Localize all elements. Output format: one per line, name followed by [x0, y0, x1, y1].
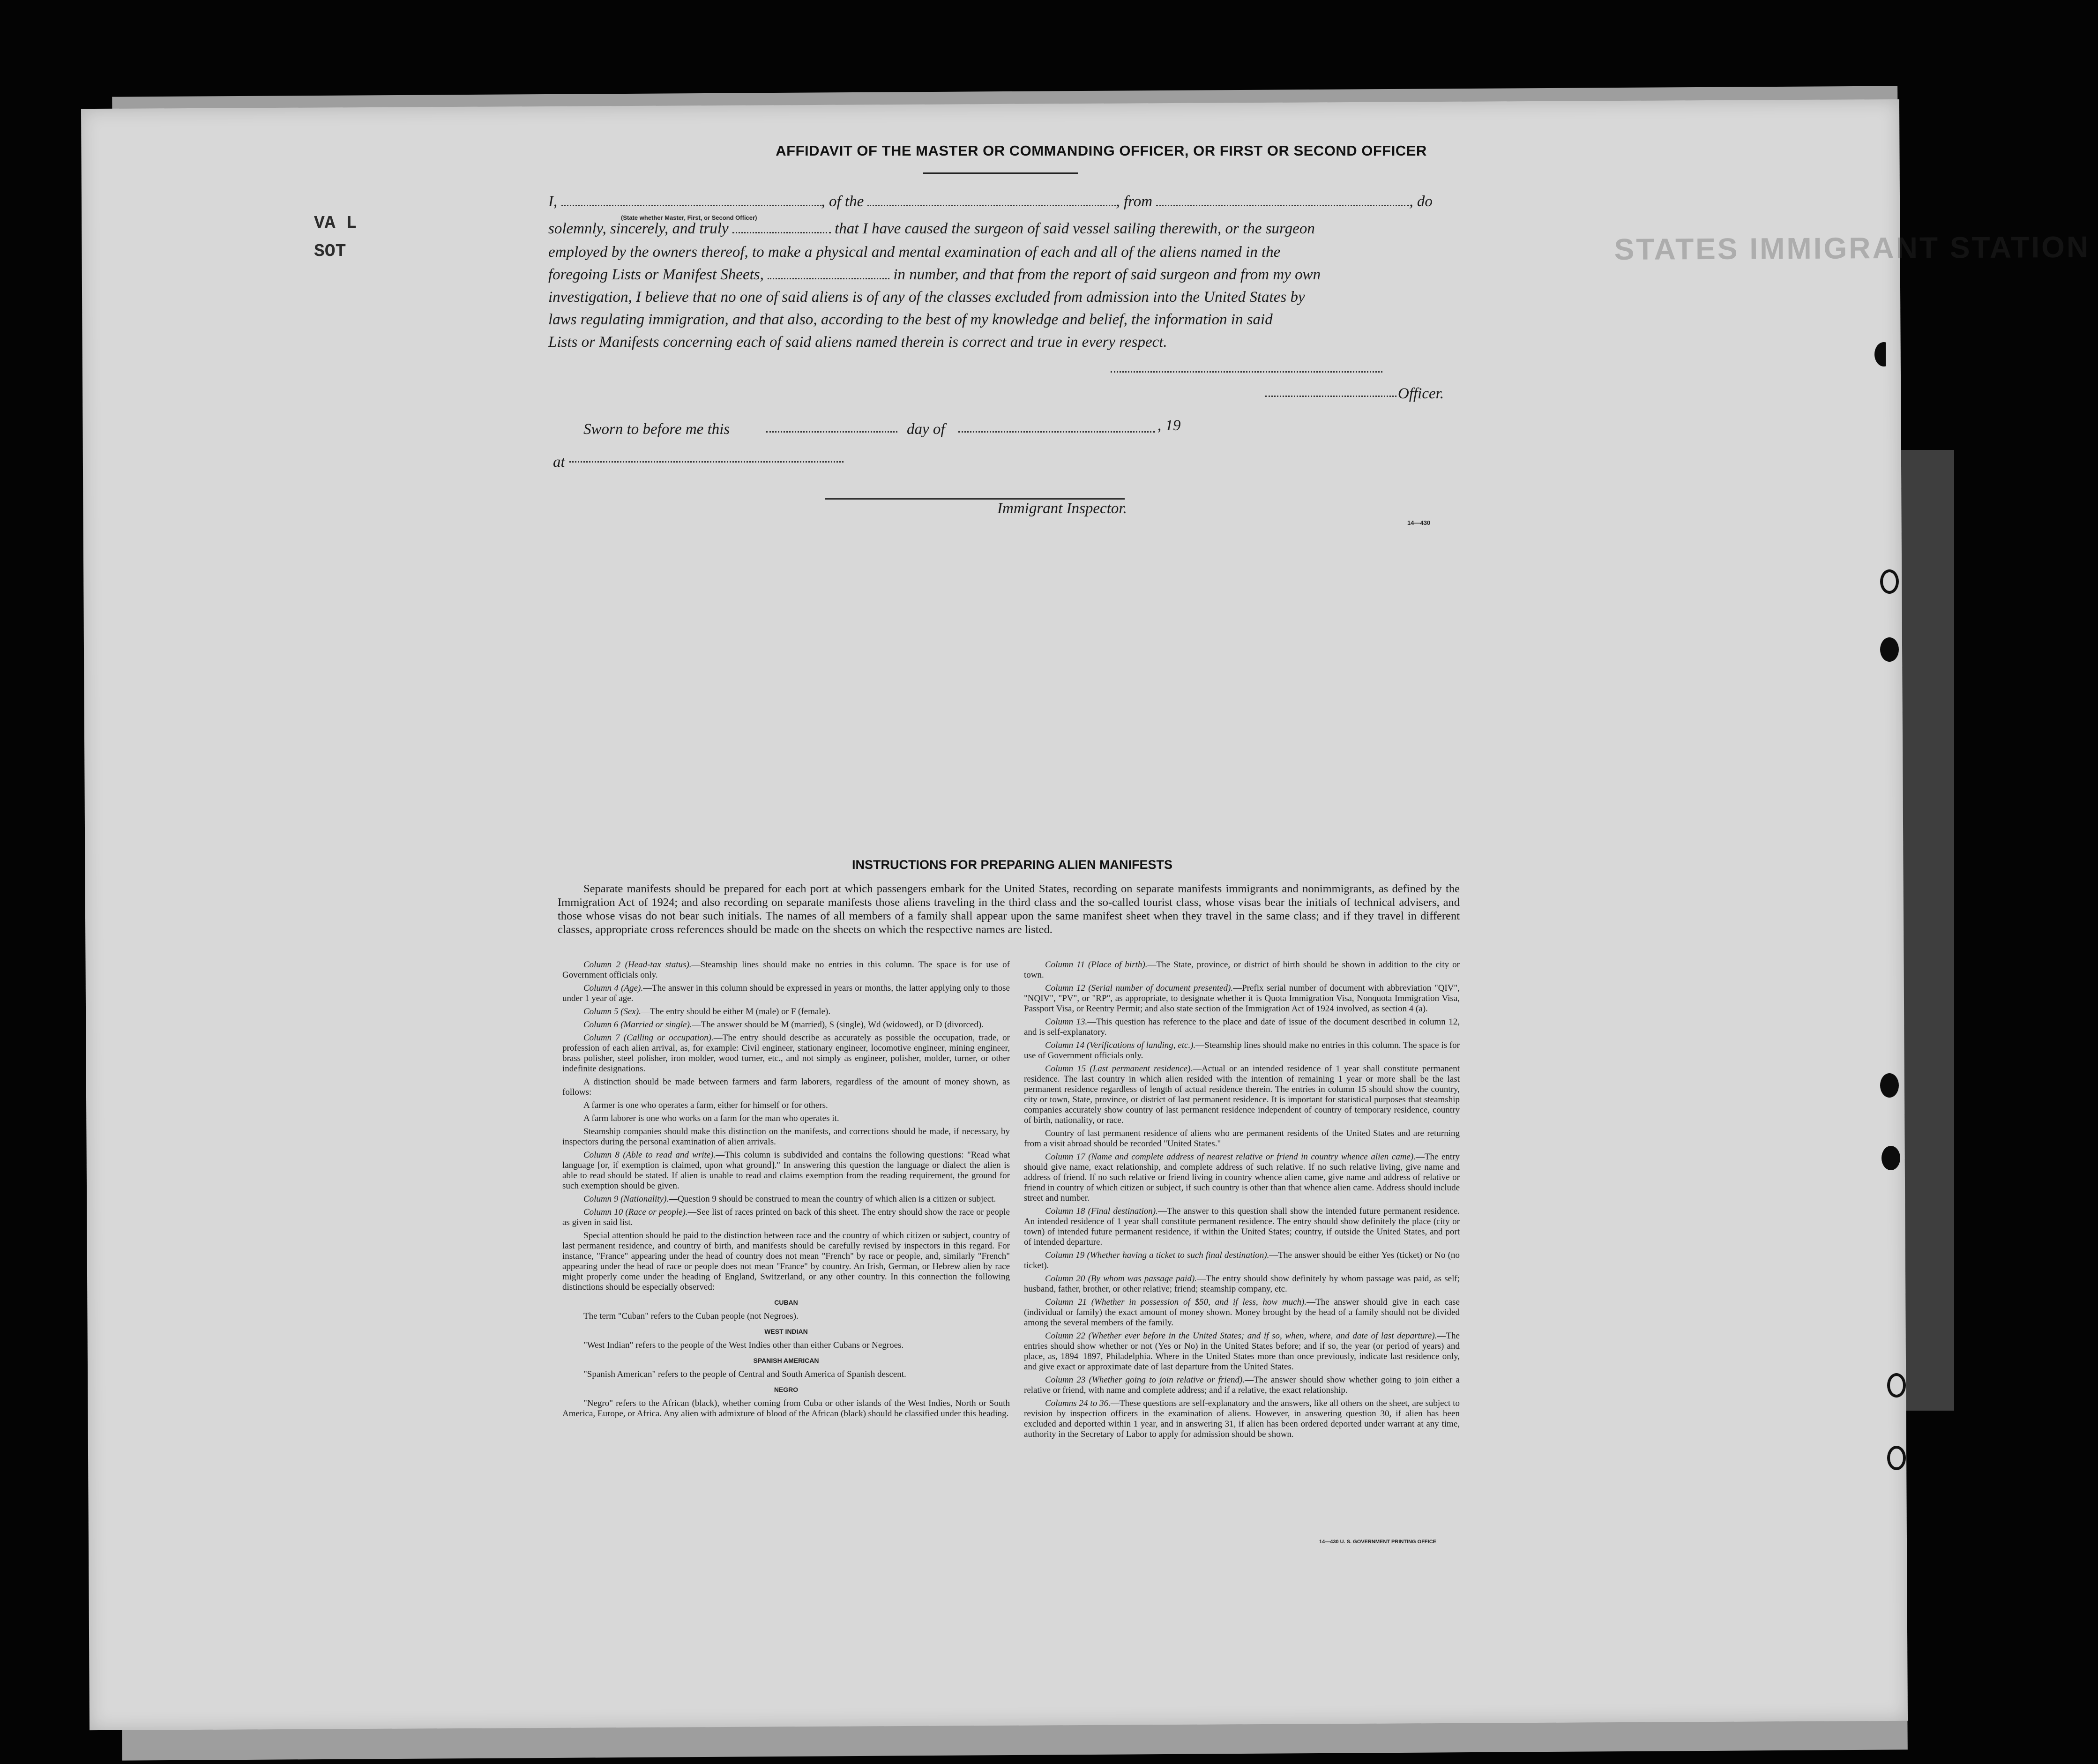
- instruction-paragraph: Column 13.—This question has reference to the place and date of issue of the document described in column 12, and is self-explanatory.: [1024, 1017, 1460, 1037]
- instruction-paragraph: Column 12 (Serial number of document presented).—Prefix serial number of document with abbreviation "QIV", "NQIV", "PV", or "RP", as appropriate, to designate whether it is Quota Immigration Visa, Nonquota Immigration Visa, Passport Visa, or Reentry Permit; and also state section of the Immigration Act of 1924 involved, as section 4 (a).: [1024, 983, 1460, 1014]
- instruction-paragraph: Special attention should be paid to the distinction between race and the country of which citizen or subject, country of last permanent residence, and country of birth, and manifests should be carefully revised by inspectors in this regard. For instance, "France" appearing under the head of country does not mean "French" by race or people, and, similarly "French" appearing under the head of race or people does not mean "France" by country. An Irish, German, or Hebrew alien by race might properly come under the heading of England, Switzerland, or any other country. In this connection the following distinctions should be especially observed:: [562, 1231, 1010, 1292]
- margin-mark: VA L: [314, 213, 357, 233]
- affidavit-line: employed by the owners thereof, to make a physical and mental examination of each and all of the aliens named in the: [548, 244, 1281, 261]
- instruction-paragraph: Columns 24 to 36.—These questions are self-explanatory and the answers, like all others on the sheet, are subject to revision by inspection officers in the examination of aliens. However, in answering question 30, if alien has been excluded and deported within 1 year, and in answering 31, if alien has been ordered deported under warrant at any time, authority in the Secretary of Labor to apply for admission should be shown.: [1024, 1398, 1460, 1439]
- instruction-paragraph: Column 10 (Race or people).—See list of races printed on back of this sheet. The entry should show the race or people as given in said list.: [562, 1207, 1010, 1227]
- date-line: [766, 430, 897, 433]
- affidavit-line: Lists or Manifests concerning each of said aliens named therein is correct and true in every respect.: [548, 334, 1167, 351]
- signature-line: [1111, 370, 1382, 373]
- instruction-paragraph: Column 18 (Final destination).—The answer to this question shall show the intended future permanent residence. An intended residence of 1 year shall constitute permanent residence. The entry should show definitely the place (city or town) of intended future permanent residence, if within the United States; country, if outside the United States, and port of intended departure.: [1024, 1206, 1460, 1247]
- affidavit-title: AFFIDAVIT OF THE MASTER OR COMMANDING OFFICER, OR FIRST OR SECOND OFFICER: [776, 142, 1427, 159]
- instruction-paragraph: Column 21 (Whether in possession of $50, and if less, how much).—The answer should give in each case (individual or family) the exact amount of money shown. Money brought by the head of a family should not be divided among the several members of the family.: [1024, 1297, 1460, 1328]
- instruction-paragraph: Column 11 (Place of birth).—The State, province, or district of birth should be shown in addition to the city or town.: [1024, 960, 1460, 980]
- printing-office-footer: 14—430 U. S. GOVERNMENT PRINTING OFFICE: [1319, 1539, 1436, 1545]
- instructions-left-column: [562, 960, 1010, 1422]
- instruction-paragraph: Column 22 (Whether ever before in the United States; and if so, when, where, and date of last departure).—The entries should show whether or not (Yes or No) in the United States before; and if so, the year (or period of years) and place, as, 1894–1897, Philadelphia. Where in the United States more than once previously, indicate last residence only, and give exact or approximate date of last departure from the United States.: [1024, 1331, 1460, 1372]
- place-line: [569, 460, 844, 463]
- instruction-paragraph: Column 17 (Name and complete address of nearest relative or friend in country whence alien came).—The entry should give name, exact relationship, and complete address of such relative. If no such relative living, give name and address of friend. If no such relative or friend living in country whence alien came, give name and address of relative or friend in country of which citizen or subject, if such country is other than that whence alien came. Address should include street and number.: [1024, 1152, 1460, 1203]
- instruction-paragraph: A distinction should be made between farmers and farm laborers, regardless of the amount of money shown, as follows:: [562, 1077, 1010, 1097]
- year-label: , 19: [1157, 417, 1181, 434]
- title-rule: [923, 172, 1078, 174]
- punch-hole: [1881, 1146, 1900, 1170]
- affidavit-line: I, , of the , from , do: [548, 193, 1433, 210]
- affidavit-line: laws regulating immigration, and that also, according to the best of my knowledge and belief, the information in said: [548, 311, 1273, 328]
- officer-label: Officer.: [1398, 385, 1444, 402]
- subheading: WEST INDIAN: [764, 1328, 808, 1335]
- inspector-signature-line: [825, 498, 1125, 500]
- instruction-paragraph: Column 14 (Verifications of landing, etc.).—Steamship lines should make no entries in this column. The space is for use of Government officials only.: [1024, 1040, 1460, 1061]
- instruction-paragraph: Column 4 (Age).—The answer in this column should be expressed in years or months, the latter applying only to those under 1 year of age.: [562, 983, 1010, 1003]
- punch-hole: [1887, 1446, 1906, 1470]
- affidavit-line: solemnly, sincerely, and truly that I have caused the surgeon of said vessel sailing therewith, or the surgeon: [548, 220, 1315, 237]
- instruction-paragraph: "Spanish American" refers to the people of Central and South America of Spanish descent.: [583, 1369, 906, 1379]
- instruction-paragraph: Column 23 (Whether going to join relative or friend).—The answer should show whether going to join either a relative or friend, with name and complete address; and if a relative, the exact relationship.: [1024, 1375, 1460, 1395]
- punch-hole: [1880, 569, 1899, 594]
- margin-mark: SOT: [314, 241, 346, 262]
- instruction-paragraph: Column 5 (Sex).—The entry should be either M (male) or F (female).: [583, 1007, 831, 1017]
- instructions-intro: Separate manifests should be prepared for each port at which passengers embark for the United States, recording on separate manifests immigrants and nonimmigrants, as defined by the Immigration Act of 1924; and also recording on separate manifests those aliens traveling in the third class and the so-called tourist class, whose visas bear the initials of technical advisers, and those whose visas do not bear such initials. The names of all members of a family shall appear upon the same manifest sheet when they travel in the same class; and if they travel in different classes, appropriate cross references should be made on the sheets on which the respective names are listed.: [558, 882, 1460, 936]
- signature-line: [1265, 395, 1396, 397]
- instruction-paragraph: Column 8 (Able to read and write).—This column is subdivided and contains the following questions: "Read what language [or, if exemption is claimed, upon what ground]." In answering this question the language or dialect the alien is able to read should be stated. If alien is unable to read and claims exemption from the reading requirement, the ground for such exemption should be given.: [562, 1150, 1010, 1191]
- instruction-paragraph: Column 20 (By whom was passage paid).—The entry should show definitely by whom passage was paid, as self; husband, father, brother, or other relative; friend; steamship company, etc.: [1024, 1274, 1460, 1294]
- affidavit-line: foregoing Lists or Manifest Sheets, in number, and that from the report of said surgeon and from my own: [548, 266, 1321, 283]
- subheading: SPANISH AMERICAN: [753, 1357, 819, 1364]
- subheading: CUBAN: [774, 1299, 798, 1306]
- officer-note: (State whether Master, First, or Second Officer): [621, 214, 757, 221]
- instruction-paragraph: "West Indian" refers to the people of the West Indies other than either Cubans or Negroes.: [583, 1340, 904, 1350]
- instruction-paragraph: "Negro" refers to the African (black), whether coming from Cuba or other islands of the West Indies, North or South America, Europe, or Africa. Any alien with admixture of blood of the African (black) should be classified under this heading.: [562, 1398, 1010, 1419]
- instruction-paragraph: Column 19 (Whether having a ticket to such final destination).—The answer should be either Yes (ticket) or No (no ticket).: [1024, 1250, 1460, 1271]
- punch-hole: [1880, 637, 1899, 662]
- instruction-paragraph: Steamship companies should make this distinction on the manifests, and corrections should be made, if necessary, by inspectors during the personal examination of alien arrivals.: [562, 1127, 1010, 1147]
- subheading: NEGRO: [774, 1386, 799, 1393]
- instruction-paragraph: Country of last permanent residence of aliens who are permanent residents of the United States and are returning from a visit abroad should be recorded "United States.": [1024, 1129, 1460, 1149]
- instruction-paragraph: A farmer is one who operates a farm, either for himself or for others.: [583, 1100, 828, 1110]
- instruction-paragraph: The term "Cuban" refers to the Cuban people (not Negroes).: [583, 1311, 799, 1321]
- inspector-label: Immigrant Inspector.: [997, 500, 1127, 517]
- instructions-right-column: [1024, 960, 1460, 1443]
- affidavit-line: investigation, I believe that no one of said aliens is of any of the classes excluded from admission into the United States by: [548, 289, 1305, 306]
- punch-hole: [1880, 1073, 1899, 1098]
- instruction-paragraph: A farm laborer is one who works on a farm for the man who operates it.: [583, 1114, 839, 1123]
- instruction-paragraph: Column 15 (Last permanent residence).—Actual or an intended residence of 1 year shall constitute permanent residence. The last country in which alien resided with the intention of remaining 1 year or more shall be the last permanent residence regardless of length of actual residence therein. The entries in column 15 should show the country, city or town, State, province, or district of last permanent residence. It is important for statistical purposes that steamship companies accurately show country of last permanent residence independent of country of temporary residence, country of birth, nationality, or race.: [1024, 1064, 1460, 1125]
- at-label: at: [553, 454, 565, 471]
- instructions-title: INSTRUCTIONS FOR PREPARING ALIEN MANIFESTS: [851, 858, 1173, 872]
- bleed-through-text: STATES IMMIGRANT STATION: [1614, 230, 2091, 267]
- form-number: 14—430: [1407, 519, 1431, 526]
- instruction-paragraph: Column 7 (Calling or occupation).—The entry should describe as accurately as possible the occupation, trade, or profession of each alien arrival, as, for example: Civil engineer, stationary engineer, locomotive engineer, mining engineer, brass polisher, steel polisher, iron molder, wood turner, etc., and not simply as engineer, polisher, molder, turner, or other indefinite designations.: [562, 1033, 1010, 1074]
- day-of-label: day of: [907, 421, 945, 438]
- instruction-paragraph: Column 9 (Nationality).—Question 9 should be construed to mean the country of which alien is a citizen or subject.: [583, 1194, 996, 1204]
- instruction-paragraph: Column 2 (Head-tax status).—Steamship lines should make no entries in this column. The space is for use of Government officials only.: [562, 960, 1010, 980]
- punch-hole: [1887, 1373, 1906, 1398]
- month-line: [958, 430, 1155, 433]
- instruction-paragraph: Column 6 (Married or single).—The answer should be M (married), S (single), Wd (widowed), or D (divorced).: [583, 1020, 984, 1030]
- sworn-label: Sworn to before me this: [583, 421, 730, 438]
